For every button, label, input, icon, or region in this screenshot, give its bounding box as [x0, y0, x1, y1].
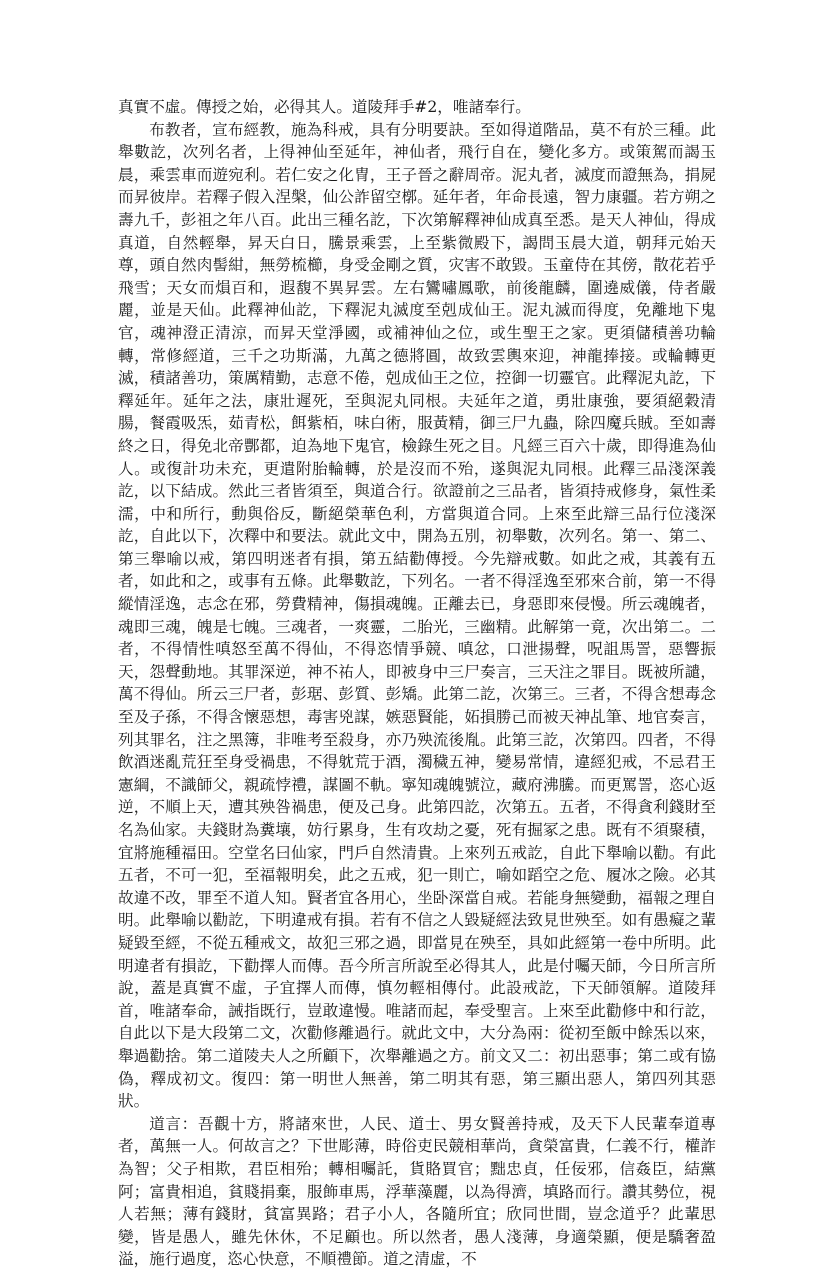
paragraph-1: 真實不虛。傳授之始，必得其人。道陵拜手#2，唯諸奉行。: [118, 98, 531, 116]
paragraph-3: 道言：吾觀十方，將諸來世，人民、道士、男女賢善持戒，及天下人民輩奉道專者，萬無一人。何故言之？下世彫薄，時俗吏民競相華尚，貪榮富貴，仁義不行，權詐為智；父子相欺，君臣相殆；轉相囑託，貨賂買官；黜忠貞，任佞邪，信姦臣，結黨阿；富貴相追，貧賤捐棄，服飾車馬，浮華藻麗，以為得濟，填路而行。讚其勢位，視人若無；薄有錢財，貧富異路；君子小人，各隨所宜；欣同世間，豈念道乎？此輩思變，皆是愚人，雖先休休，不足顧也。所以然者，愚人淺薄，身適榮顯，便是驕奢盈溢，施行過度，恣心快意，不順禮節。道之清虛，不: [118, 1114, 716, 1269]
paragraph-2: 布教者，宣布經教，施為科戒，具有分明要訣。至如得道階品，莫不有於三種。此舉數訖，次列名者，上得神仙至延年，神仙者，飛行自在，變化多方。或策駕而謁玉晨，乘雲車而遊宛利。若仁安之化冑，王子晉之辭周帝。泥丸者，滅度而證無為，捐屍而昇彼岸。若釋子假入涅槃，仙公詐留空槨。延年者，年命長遠，智力康疆。若方朔之壽九千，彭祖之年八百。此出三種名訖，下次第解釋神仙成真至悉。是天人神仙，得成真道，自然輕舉，昇天白日，騰景乘雲，上至紫微殿下，謁問玉晨大道，朝拜元始天尊，頭自然肉髻紺，無勞梳櫛，身受金剛之質，灾害不敢毀。玉童侍在其傍，散花若乎飛雪；天女而熉百和，遐馥不異昇雲。左右鸞嘯鳳歌，前後龍麟，圍遶威儀，侍者嚴麗，並是天仙。此釋神仙訖，下釋泥丸滅度至剋成仙王。泥丸滅而得度，免離地下鬼官，魂神澄正清涼，而昇天堂淨國，或補神仙之位，或生聖王之家。更須儲積善功輪轉，常修經道，三千之功斯滿，九萬之德將圓，故致雲輿來迎，神龍捧接。或輪轉更滅，積諸善功，策厲精勤，志意不倦，剋成仙王之位，控御一切靈官。此釋泥丸訖，下釋延年。延年之法，康壯遲死，至與泥丸同根。夫延年之道，勇壯康強，要須絕穀清腸，餐霞吸炁，茹青松，餌紫栢，味白術，服黃精，御三尸九蟲，除四魔兵賊。至如壽終之日，得免北帝酆都，迫為地下鬼官，檢錄生死之目。凡經三百六十歲，即得進為仙人。或復計功未充，更遣附胎輪轉，於是沒而不殆，遂與泥丸同根。此釋三品淺深義訖，以下結成。然此三者皆須至，與道合行。欲證前之三品者，皆須持戒修身，氣性柔濡，中和所行，動與俗反，斷絕榮華色利，方當與道合同。上來至此辯三品行位淺深訖，自此以下，次釋中和要法。就此文中，開為五別，初舉數，次列名。第一、第二、第三舉喻以戒，第四明迷者有損，第五結勸傳授。今先辯戒數。如此之戒，其義有五者，如此和之，或事有五條。此舉數訖，下列名。一者不得淫逸至邪來合前，第一不得縱情淫逸，志念在邪，勞費精神，傷損魂魄。正離去已，身惡即來侵慢。所云魂魄者，魂即三魂，魄是七魄。三魂者，一爽靈，二胎光，三幽精。此解第一竟，次出第二。二者，不得情性嗔怒至萬不得仙，不得恣情爭競、嗔忿，口泄揚聲，呪詛馬詈，惡響振天，怨聲動地。其罪深逆，神不祐人，即被身中三尸奏言，三天注之罪目。既被所譴，萬不得仙。所云三尸者，彭琚、彭質、彭矯。此第二訖，次第三。三者，不得含想毒念至及子孫，不得含懷惡想，毒害兇謀，嫉惡賢能，妬損勝己而被天神乩筆、地官奏言，列其罪名，注之黑簿，非唯考至殺身，亦乃殃流後胤。此第三訖，次第四。四者，不得飲酒迷亂荒狂至身受禍患，不得躭荒于酒，濁穢五神，變易常情，違經犯戒，不忌君王憲綱，不識師父，親疏悖禮，謀圖不軌。寧知魂魄號泣，藏府沸騰。而更罵詈，恣心返逆，不順上天，遭其殃咎禍患，便及己身。此第四訖，次第五。五者，不得貪利錢財至名為仙家。夫錢財為糞壤，妨行累身，生有攻劫之憂，死有掘冢之患。既有不須聚積，宜將施種福田。空堂名曰仙家，門戶自然清貴。上來列五戒訖，自此下舉喻以勸。有此五者，不可一犯，至福報明矣，此之五戒，犯一則亡，喻如蹈空之危、履冰之險。必其故違不改，罪至不道人知。賢者宜各用心，坐卧深當自戒。若能身無變動，福報之理自明。此舉喻以勸訖，下明違戒有損。若有不信之人毀疑經法致見世殃至。如有愚癡之輩疑毀至經，不從五種戒文，故犯三邪之過，即當見在殃至，具如此經第一卷中所明。此明違者有損訖，下勸擇人而傳。吾今所言所說至必得其人，此是付囑天師，今日所言所說，蓋是真實不虛，子宜擇人而傳，慎勿輕相傳付。此設戒訖，下天師領解。道陵拜首，唯諸奉命，誡指既行，豈敢違慢。唯諸而起，奉受聖言。上來至此勸修中和行訖，自此以下是大段第二文，次勸修離過行。就此文中，大分為兩：從初至飯中餘炁以來，舉過勸捨。第二道陵夫人之所顧下，次舉離過之方。前文又二：初出惡事；第二或有協偽，釋成初文。復四：第一明世人無善，第二明其有惡，第三顯出惡人，第四列其惡狀。: [118, 120, 716, 1111]
document-page: [118, 96, 716, 1271]
